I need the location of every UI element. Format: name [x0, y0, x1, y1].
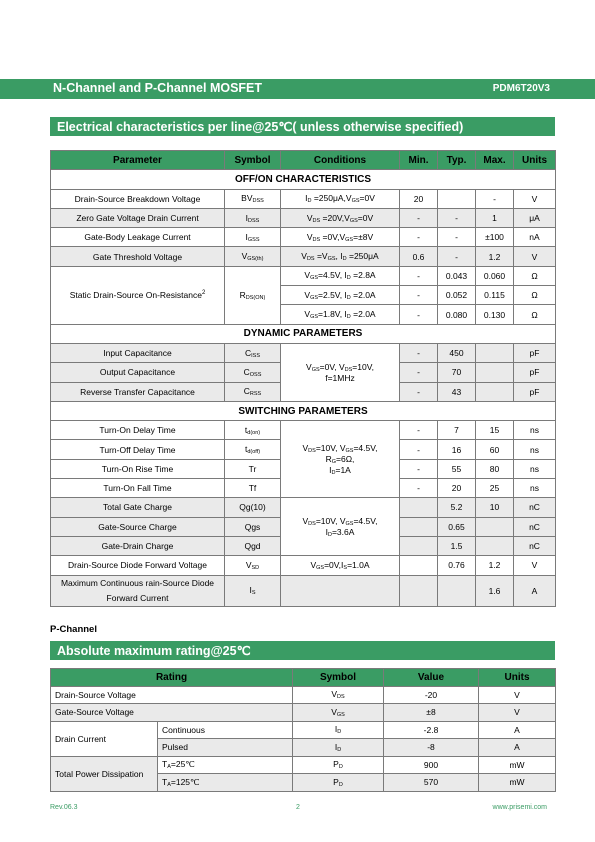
table-header-row: Rating Symbol Value Units: [51, 669, 556, 687]
table-row: $V_{GS}=2.5V$, $I_D =2.0A$ - 0.052 0.115 Ω: [51, 286, 556, 305]
table-row: Gate-Drain Charge Qgd 1.5 nC: [51, 536, 556, 555]
dynamic-heading: DYNAMIC PARAMETERS: [51, 324, 556, 343]
absolute-max-table: [50, 668, 556, 792]
table-row: Pulsed $I_D$ -8 A: [51, 739, 556, 757]
footer-url[interactable]: www.prisemi.com: [492, 804, 547, 811]
table-row: Reverse Transfer Capacitance $C_{RSS}$ - 43 pF: [51, 382, 556, 401]
switching-heading: SWITCHING PARAMETERS: [51, 401, 556, 420]
table-row: Drain Current Continuous $I_D$ -2.8 A: [51, 721, 556, 739]
table-row: Gate-Source Charge Qgs 0.65 nC: [51, 517, 556, 536]
table-row: Drain-Source Voltage $V_{DS}$ -20 V: [51, 686, 556, 704]
table-row: Gate-Body Leakage Current $I_{GSS}$ $V_{DS} =0V,V_{GS}=\pm 8V$ - - ±100 nA: [51, 228, 556, 247]
table-row: Total Power Dissipation $T_A=25℃$ $P_D$ 900 mW: [51, 756, 556, 774]
header-bar: [0, 79, 595, 99]
footer-page-number: 2: [296, 804, 300, 811]
table-row: Output Capacitance $C_{OSS}$ - 70 pF: [51, 363, 556, 382]
table-row: Static Drain-Source On-Resistance$^2$ $R_{DS(ON)}$ $V_{GS}=4.5V$, $I_D =2.8A$ - 0.043 0.060 Ω: [51, 266, 556, 285]
table-row: Drain-Source Breakdown Voltage $BV_{DSS}$ $I_D =250\mu A,V_{GS}=0V$ 20 - V: [51, 189, 556, 208]
table-row: Turn-On Delay Time $t_{d(on)}$ $V_{DS}=10V$, $V_{GS}=4.5V$, $R_G=6\Omega$, $I_D=1A$ - 7 15 ns: [51, 421, 556, 440]
table-row: Turn-On Fall Time Tf - 20 25 ns: [51, 479, 556, 498]
table-row: Zero Gate Voltage Drain Current $I_{DSS}$ $V_{DS} =20V,V_{GS}=0V$ - - 1 μA: [51, 208, 556, 227]
table-row: Turn-On Rise Time Tr - 55 80 ns: [51, 459, 556, 478]
table-row: $V_{GS}=1.8V$, $I_D =2.0A$ - 0.080 0.130 Ω: [51, 305, 556, 324]
table-row: Input Capacitance $C_{ISS}$ $V_{GS}=0V$, $V_{DS}=10V$, f=1MHz - 450 pF: [51, 343, 556, 362]
table-row: Maximum Continuous rain-Source Diode Forward Current $I_S$ 1.6 A: [51, 575, 556, 606]
doc-title: N-Channel and P-Channel MOSFET: [53, 81, 263, 95]
section-electrical-heading: Electrical characteristics per line@25℃( unless otherwise specified): [50, 117, 555, 136]
footer-revision: Rev.06.3: [50, 804, 78, 811]
table-row: Drain-Source Diode Forward Voltage $V_{SD}$ $V_{GS}=0V,I_S=1.0A$ 0.76 1.2 V: [51, 556, 556, 575]
p-channel-label: P-Channel: [50, 624, 97, 635]
section-absolute-max-heading: Absolute maximum rating@25℃: [50, 641, 555, 660]
part-number: PDM6T20V3: [492, 83, 550, 94]
table-row: Total Gate Charge Qg(10) $V_{DS}=10V$, $V_{GS}=4.5V$, $I_D=3.6A$ 5.2 10 nC: [51, 498, 556, 517]
off-on-heading: OFF/ON CHARACTERISTICS: [51, 170, 556, 189]
table-row: Turn-Off Delay Time $t_{d(off)}$ - 16 60 ns: [51, 440, 556, 459]
table-row: Gate Threshold Voltage $V_{GS(th)}$ $V_{DS} =V_{GS}$, $I_D =250\mu A$ 0.6 - 1.2 V: [51, 247, 556, 266]
table-header-row: Parameter Symbol Conditions Min. Typ. Max. Units: [51, 151, 556, 170]
table-row: Gate-Source Voltage $V_{GS}$ ±8 V: [51, 704, 556, 722]
electrical-characteristics-table: [50, 150, 556, 607]
table-row: $T_A=125℃$ $P_D$ 570 mW: [51, 774, 556, 792]
